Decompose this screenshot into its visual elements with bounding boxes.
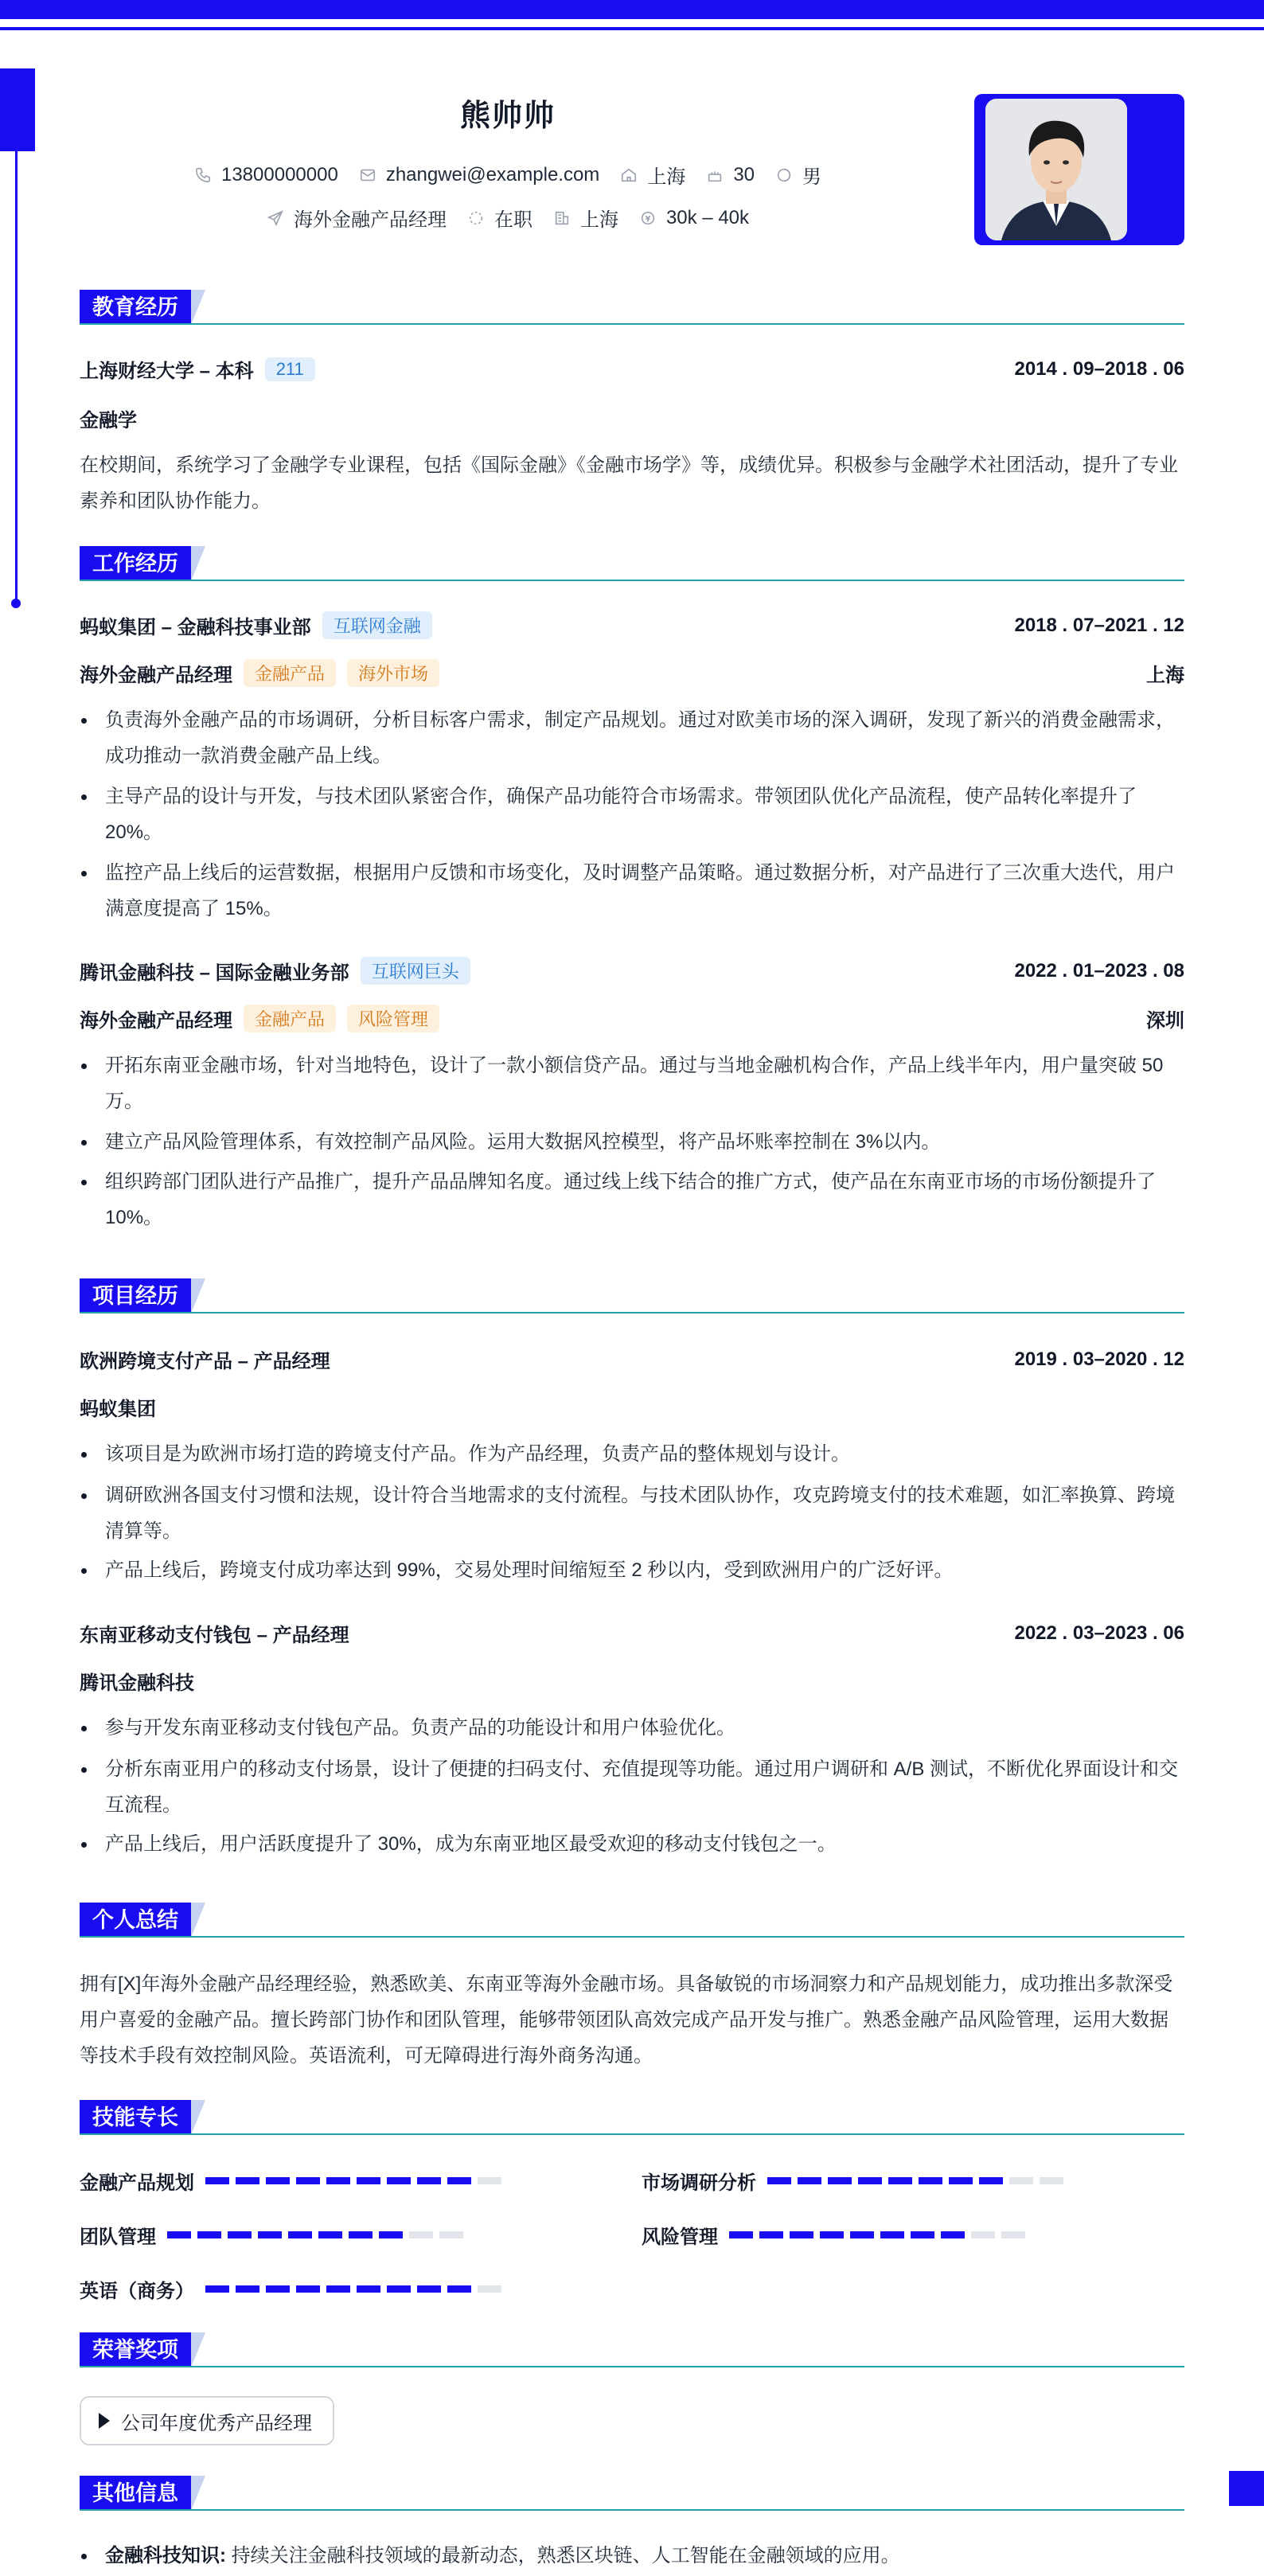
project-title: 东南亚移动支付钱包 – 产品经理 [80, 1625, 349, 1646]
target-city-text: 上海 [579, 209, 618, 231]
phone-item[interactable] [194, 164, 338, 186]
education-date: 2014 . 09–2018 . 06 [1014, 357, 1184, 380]
skill-segment-filled [417, 2177, 441, 2184]
other-info-text: 持续关注金融科技领域的最新动态，熟悉区块链、人工智能在金融领域的应用。 [231, 2545, 900, 2566]
right-accent-block [1229, 2471, 1264, 2506]
skill-level-bar [729, 2231, 1025, 2238]
section-title-awards [80, 2332, 1184, 2367]
skill-segment-filled [357, 2177, 380, 2184]
top-accent-bar [0, 0, 1264, 19]
skill-segment-filled [447, 2177, 471, 2184]
skill-level-bar [205, 2177, 501, 2184]
work-location: 上海 [1146, 665, 1184, 686]
profile-photo-frame [974, 94, 1184, 245]
salary-text: 30k – 40k [665, 206, 750, 228]
role-tag: 金融产品 [244, 659, 336, 687]
skill-segment-filled [205, 2177, 229, 2184]
target-job-item [267, 204, 447, 232]
skill-segment-empty [971, 2231, 995, 2238]
skill-item [642, 2167, 1063, 2195]
gender-text: 男 [802, 166, 822, 188]
skill-item [80, 2221, 463, 2249]
title-tail [191, 1278, 205, 1313]
work-role-row [80, 659, 1184, 687]
skill-segment-empty [1001, 2231, 1025, 2238]
school-name: 上海财经大学 – 本科 [80, 361, 254, 382]
education-description: 在校期间，系统学习了金融学专业课程，包括《国际金融》《金融市场学》等，成绩优异。积极参与金融学术社团活动，提升了专业素养和团队协作能力。 [80, 455, 1178, 512]
status-icon [467, 209, 485, 227]
list-item: 产品上线后，用户活跃度提升了 30%，成为东南亚地区最受欢迎的移动支付钱包之一。 [80, 1826, 1186, 1862]
skill-segment-empty [1040, 2177, 1063, 2184]
company-tag: 互联网金融 [322, 611, 432, 639]
section-title-other [80, 2476, 1184, 2511]
target-job-text: 海外金融产品经理 [293, 209, 447, 231]
section-label: 教育经历 [80, 290, 191, 325]
company-name: 腾讯金融科技 – 国际金融业务部 [80, 962, 349, 984]
skill-segment-filled [167, 2231, 191, 2238]
role-tag: 海外市场 [347, 659, 439, 687]
city-item [620, 161, 685, 189]
skill-segment-filled [326, 2177, 350, 2184]
skill-segment-filled [858, 2177, 882, 2184]
gender-item [775, 161, 821, 189]
skill-segment-filled [888, 2177, 912, 2184]
skill-segment-filled [266, 2177, 290, 2184]
section-rule [80, 1312, 1184, 1313]
phone-icon [194, 166, 212, 184]
section-title-projects [80, 1278, 1184, 1313]
skill-segment-empty [439, 2231, 463, 2238]
play-icon [99, 2413, 110, 2429]
skill-segment-filled [949, 2177, 973, 2184]
skill-segment-filled [387, 2285, 411, 2293]
skill-segment-filled [296, 2285, 320, 2293]
home-icon [620, 166, 638, 184]
skill-level-bar [205, 2285, 501, 2293]
skill-segment-filled [911, 2231, 934, 2238]
list-item: 主导产品的设计与开发，与技术团队紧密合作，确保产品功能符合市场需求。带领团队优化产品流程，使产品转化率提升了 20%。 [80, 779, 1186, 850]
skill-segment-filled [266, 2285, 290, 2293]
side-accent-dot [11, 599, 21, 608]
target-city-item [553, 204, 618, 232]
mail-icon [359, 166, 376, 184]
skill-item [642, 2221, 1025, 2249]
company-name: 蚂蚁集团 – 金融科技事业部 [80, 617, 311, 638]
status-text: 在职 [494, 209, 533, 231]
role-title: 海外金融产品经理 [80, 1010, 232, 1032]
list-item: 组织跨部门团队进行产品推广，提升产品品牌知名度。通过线上线下结合的推广方式，使产品在东南亚市场的市场份额提升了 10%。 [80, 1164, 1186, 1235]
skill-level-bar [767, 2177, 1063, 2184]
award-card[interactable] [80, 2396, 334, 2445]
list-item: 建立产品风险管理体系，有效控制产品风险。运用大数据风控模型，将产品坏账率控制在 3%以内。 [80, 1124, 1186, 1160]
section-rule [80, 2366, 1184, 2367]
work-role-row [80, 1005, 1184, 1032]
skill-segment-filled [880, 2231, 904, 2238]
email-item[interactable] [359, 164, 600, 186]
project-org: 蚂蚁集团 [80, 1399, 156, 1420]
project-org: 腾讯金融科技 [80, 1672, 194, 1694]
skill-segment-empty [1009, 2177, 1033, 2184]
skill-segment-filled [820, 2231, 844, 2238]
skill-name: 市场调研分析 [642, 2172, 756, 2194]
list-item: 参与开发东南亚移动支付钱包产品。负责产品的功能设计和用户体验优化。 [80, 1710, 1186, 1746]
section-label: 个人总结 [80, 1903, 191, 1938]
skill-segment-filled [729, 2231, 753, 2238]
project-title: 欧洲跨境支付产品 – 产品经理 [80, 1351, 330, 1372]
skill-segment-filled [236, 2177, 259, 2184]
skill-name: 金融产品规划 [80, 2172, 194, 2194]
status-item [467, 204, 533, 232]
gender-icon [775, 166, 793, 184]
skill-segment-filled [447, 2285, 471, 2293]
section-rule [80, 323, 1184, 325]
title-tail [191, 2332, 205, 2367]
school-tag: 211 [265, 357, 315, 381]
skill-segment-filled [941, 2231, 965, 2238]
phone-text: 13800000000 [220, 163, 338, 185]
skill-segment-filled [236, 2285, 259, 2293]
skill-segment-filled [205, 2285, 229, 2293]
skill-level-bar [167, 2231, 463, 2238]
skill-name: 英语（商务） [80, 2281, 194, 2302]
job-intent-row [0, 204, 1016, 232]
candidate-name: 熊帅帅 [459, 100, 556, 133]
summary-text: 拥有[X]年海外金融产品经理经验，熟悉欧美、东南亚等海外金融市场。具备敏锐的市场洞察力和产品规划能力，成功推出多款深受用户喜爱的金融产品。擅长跨部门协作和团队管理，能够带领团队高效完成产品开发与推广。熟悉金融产品风险管理，运用大数据等技术手段有效控制风险。英语流利，可无障碍进行海外商务沟通。 [80, 1973, 1173, 2067]
education-header [80, 355, 1184, 383]
title-tail [191, 2100, 205, 2135]
skill-segment-empty [478, 2177, 501, 2184]
city-text: 上海 [647, 166, 686, 188]
section-rule [80, 2509, 1184, 2511]
cake-icon [706, 166, 724, 184]
role-title: 海外金融产品经理 [80, 665, 232, 686]
building-icon [553, 209, 571, 227]
skill-segment-filled [759, 2231, 783, 2238]
section-label: 工作经历 [80, 546, 191, 581]
list-item: 产品上线后，跨境支付成功率达到 99%，交易处理时间缩短至 2 秒以内，受到欧洲用户的广泛好评。 [80, 1552, 1186, 1588]
skill-segment-filled [979, 2177, 1003, 2184]
skill-segment-filled [197, 2231, 221, 2238]
salary-item [639, 207, 749, 229]
skill-segment-empty [409, 2231, 433, 2238]
award-text: 公司年度优秀产品经理 [121, 2412, 312, 2434]
age-text: 30 [733, 163, 755, 185]
list-item: 该项目是为欧洲市场打造的跨境支付产品。作为产品经理，负责产品的整体规划与设计。 [80, 1436, 1186, 1472]
role-tag: 风险管理 [347, 1005, 439, 1032]
skill-segment-filled [798, 2177, 821, 2184]
skill-segment-filled [387, 2177, 411, 2184]
project-date: 2019 . 03–2020 . 12 [1014, 1348, 1184, 1370]
list-item: 分析东南亚用户的移动支付场景，设计了便捷的扫码支付、充值提现等功能。通过用户调研和 A/B 测试，不断优化界面设计和交互流程。 [80, 1751, 1186, 1823]
section-title-skills [80, 2100, 1184, 2135]
section-title-summary [80, 1903, 1184, 1938]
list-item: 调研欧洲各国支付习惯和法规，设计符合当地需求的支付流程。与技术团队协作，攻克跨境支付的技术难题，如汇率换算、跨境清算等。 [80, 1477, 1186, 1549]
education-major-row [80, 404, 1184, 432]
skill-segment-filled [850, 2231, 874, 2238]
skill-segment-filled [357, 2285, 380, 2293]
skill-segment-filled [349, 2231, 373, 2238]
skill-segment-filled [828, 2177, 852, 2184]
section-title-education [80, 290, 1184, 325]
skill-segment-filled [258, 2231, 282, 2238]
section-label: 技能专长 [80, 2100, 191, 2135]
project-date: 2022 . 03–2023 . 06 [1014, 1622, 1184, 1644]
skill-name: 团队管理 [80, 2227, 156, 2248]
section-rule [80, 2133, 1184, 2135]
send-icon [267, 209, 284, 227]
work-location: 深圳 [1146, 1010, 1184, 1032]
section-label: 其他信息 [80, 2476, 191, 2511]
skill-segment-filled [228, 2231, 252, 2238]
skill-segment-filled [326, 2285, 350, 2293]
work-date: 2022 . 01–2023 . 08 [1014, 959, 1184, 982]
work-company-row [80, 957, 1184, 985]
skill-segment-filled [288, 2231, 312, 2238]
skill-segment-filled [318, 2231, 342, 2238]
title-tail [191, 1903, 205, 1938]
coin-icon [639, 209, 657, 227]
section-rule [80, 580, 1184, 581]
email-text: zhangwei@example.com [385, 163, 600, 185]
skill-segment-empty [478, 2285, 501, 2293]
work-company-row [80, 611, 1184, 639]
skill-segment-filled [790, 2231, 813, 2238]
work-date: 2018 . 07–2021 . 12 [1014, 614, 1184, 636]
major: 金融学 [80, 410, 137, 431]
skill-item [80, 2167, 501, 2195]
section-title-work [80, 546, 1184, 581]
skill-segment-filled [296, 2177, 320, 2184]
avatar [985, 99, 1127, 240]
list-item: 监控产品上线后的运营数据，根据用户反馈和市场变化，及时调整产品策略。通过数据分析，对产品进行了三次重大迭代，用户满意度提高了 15%。 [80, 855, 1186, 927]
title-tail [191, 546, 205, 581]
other-info-label: 金融科技知识: [105, 2545, 226, 2566]
skill-segment-filled [417, 2285, 441, 2293]
title-tail [191, 290, 205, 325]
section-rule [80, 1936, 1184, 1938]
section-label: 荣誉奖项 [80, 2332, 191, 2367]
skill-segment-filled [767, 2177, 791, 2184]
skill-item [80, 2275, 501, 2303]
top-accent-line [0, 27, 1264, 30]
section-label: 项目经历 [80, 1278, 191, 1313]
project-org-row [80, 1393, 1184, 1421]
list-item: 开拓东南亚金融市场，针对当地特色，设计了一款小额信贷产品。通过与当地金融机构合作，产品上线半年内，用户量突破 50 万。 [80, 1048, 1186, 1119]
list-item: 负责海外金融产品的市场调研，分析目标客户需求，制定产品规划。通过对欧美市场的深入调研，发现了新兴的消费金融需求，成功推动一款消费金融产品上线。 [80, 702, 1186, 774]
skill-segment-filled [919, 2177, 942, 2184]
title-tail [191, 2476, 205, 2511]
project-header [80, 1345, 1184, 1373]
other-info-item [80, 2538, 1186, 2574]
skill-name: 风险管理 [642, 2227, 718, 2248]
age-item [706, 164, 755, 186]
contact-row [0, 161, 1016, 189]
skill-segment-filled [379, 2231, 403, 2238]
project-org-row [80, 1667, 1184, 1695]
role-tag: 金融产品 [244, 1005, 336, 1032]
company-tag: 互联网巨头 [361, 957, 470, 985]
portrait-illustration [985, 99, 1127, 240]
project-header [80, 1619, 1184, 1647]
